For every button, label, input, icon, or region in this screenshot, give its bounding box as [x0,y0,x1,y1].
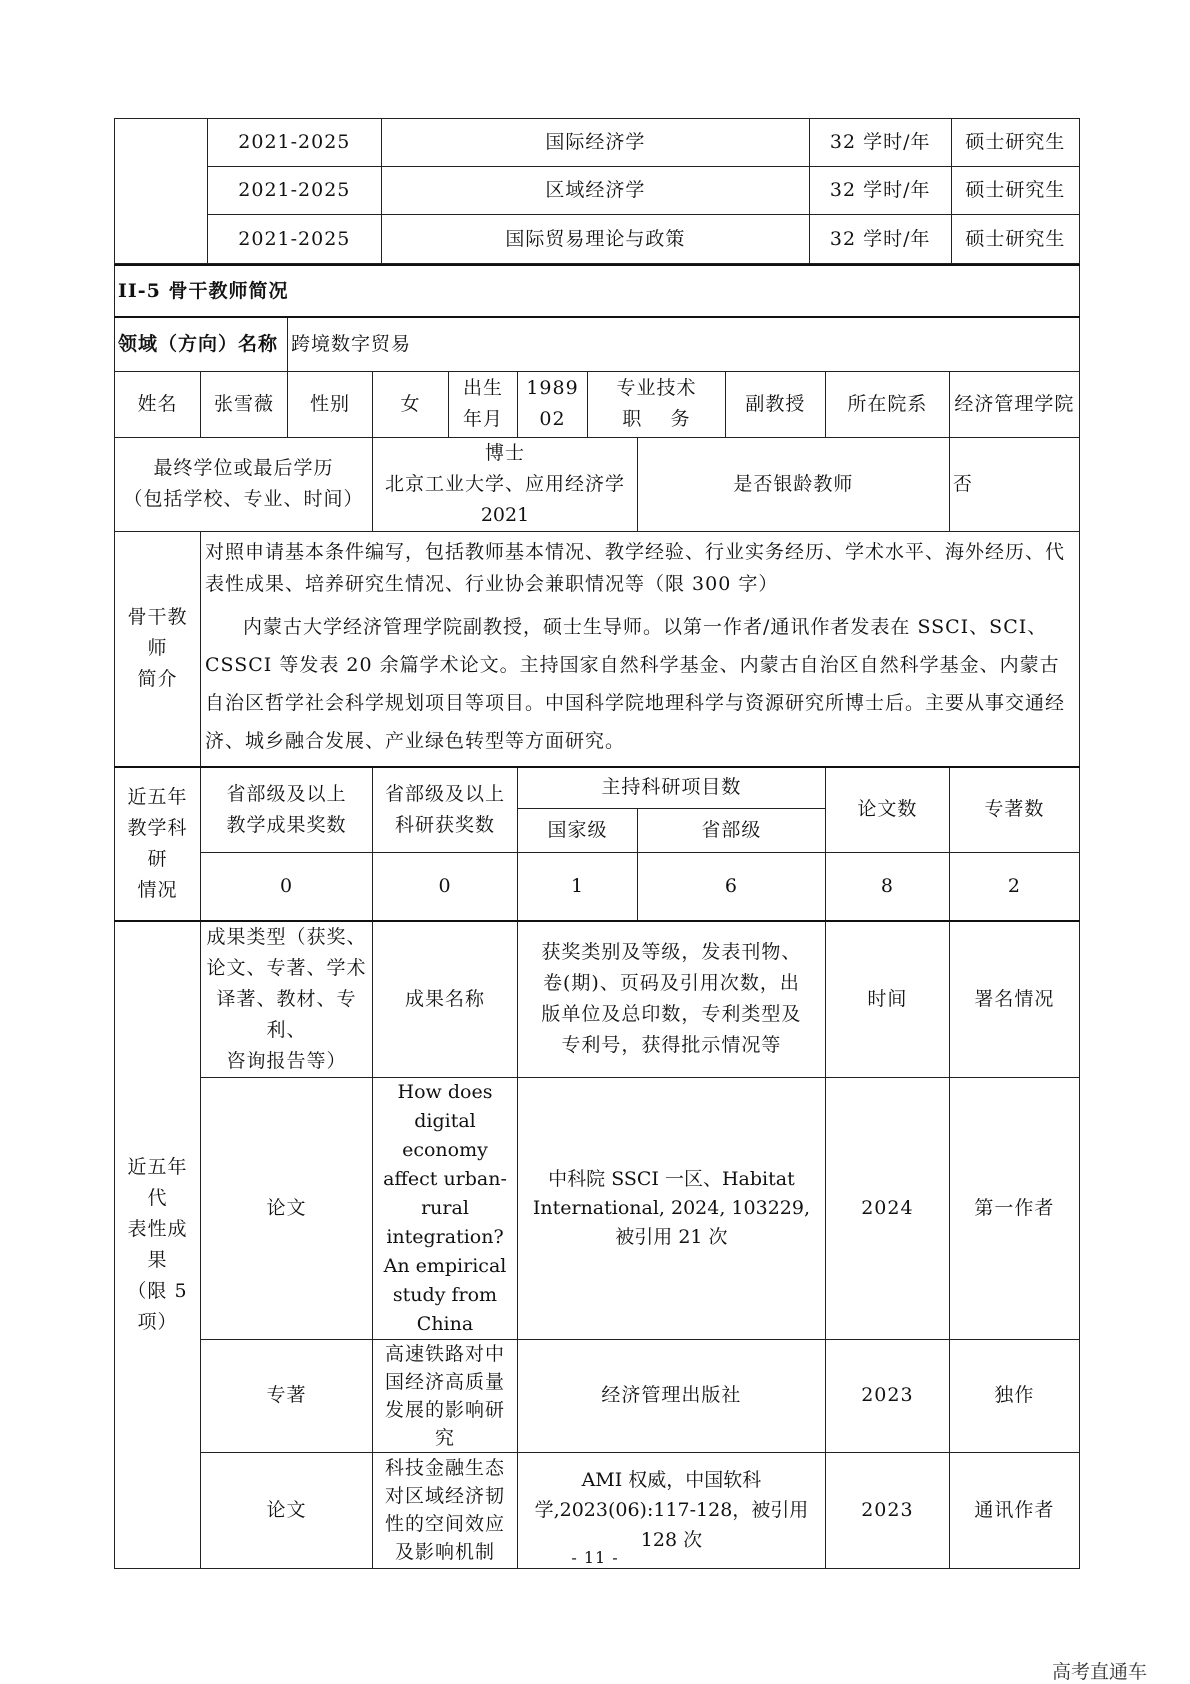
research-header-row [115,767,1080,809]
dept-value: 经济管理学院 [949,371,1079,437]
course-hours: 32 学时/年 [809,215,951,264]
field-row [115,317,1080,371]
papers-count: 8 [825,853,949,921]
course-name: 区域经济学 [382,167,810,215]
course-level: 硕士研究生 [951,167,1079,215]
intro-label-line1: 骨干教师 [127,606,188,659]
achievements-label [115,921,201,1569]
title-label-line1: 专业技术 [616,377,697,399]
research-values-row [115,853,1080,921]
science-award-count: 0 [373,853,518,921]
author-header: 署名情况 [949,921,1079,1078]
achievement-author: 通讯作者 [949,1452,1079,1568]
type-header-line4: 咨询报告等） [226,1049,347,1072]
provincial-projects-count: 6 [638,853,826,921]
birth-year: 1989 [526,377,579,399]
gender-label: 性别 [288,371,373,437]
papers-header: 论文数 [825,767,949,853]
birth-label-line2: 年月 [462,408,503,430]
degree-row [115,437,1080,531]
name-label: 姓名 [115,371,201,437]
research-label-line1: 近五年 [127,785,188,808]
achievement-time: 2023 [825,1452,949,1568]
achievement-author: 独作 [949,1339,1079,1452]
course-level: 硕士研究生 [951,119,1079,167]
table-row [115,167,1080,215]
achievement-author: 第一作者 [949,1077,1079,1339]
achievement-detail: AMI 权威，中国软科学,2023(06):117-128，被引用 128 次 [518,1452,826,1568]
senior-label: 是否银龄教师 [638,437,950,531]
course-table [114,118,1080,264]
books-header: 专著数 [949,767,1079,853]
achievement-detail: 中科院 SSCI 一区、Habitat International, 2024, 103229, 被引用 21 次 [518,1077,826,1339]
degree-line2: 北京工业大学、应用经济学 [384,472,625,495]
course-years: 2021-2025 [207,215,381,264]
section-title: II-5 骨干教师简况 [115,265,1080,317]
intro-text: 内蒙古大学经济管理学院副教授，硕士生导师。以第一作者/通讯作者发表在 SSCI、SCI、CSSCI 等发表 20 余篇学术论文。主持国家自然科学基金、内蒙古自治区自然科学基金、内蒙古自治区哲学社会科学规划项目等项目。中国科学院地理科学与资源研究所博士后。主要从事交通经济、城乡融合发展、产业绿色转型等方面研究。 [205,615,1066,752]
detail-header-line2: 卷(期)、页码及引用次数，出 [543,972,800,994]
teaching-award-header-line2: 教学成果奖数 [226,813,347,836]
field-value: 跨境数字贸易 [288,317,1080,371]
table-row [115,1077,1080,1339]
course-hours: 32 学时/年 [809,119,951,167]
time-header: 时间 [825,921,949,1078]
provincial-projects-header: 省部级 [638,809,826,853]
achievement-name: How does digital economy affect urban-rural integration? An empirical study from China [373,1077,518,1339]
achievement-time: 2024 [825,1077,949,1339]
achievement-name: 科技金融生态对区域经济韧性的空间效应及影响机制 [373,1452,518,1568]
projects-header: 主持科研项目数 [518,767,826,809]
birth-label-line1: 出生 [462,377,503,399]
teaching-award-header-line1: 省部级及以上 [226,782,347,805]
type-header-line3: 译著、教材、专利、 [216,987,357,1041]
course-name: 国际贸易理论与政策 [382,215,810,264]
field-label: 领域（方向）名称 [115,317,288,371]
achievements-header-row [115,921,1080,1078]
research-label-line2: 教学科研 [127,816,188,870]
achievement-name: 高速铁路对中国经济高质量发展的影响研究 [373,1339,518,1452]
course-years: 2021-2025 [207,119,381,167]
course-level: 硕士研究生 [951,215,1079,264]
dept-label: 所在院系 [825,371,949,437]
type-header-line2: 论文、专著、学术 [206,956,367,979]
profile-row [115,371,1080,437]
intro-label [115,531,201,767]
degree-value [373,437,638,531]
teacher-table [114,264,1080,1569]
type-header-line1: 成果类型（获奖、 [206,925,367,948]
section-row [115,265,1080,317]
watermark-text: 高考直通车 [1052,1661,1148,1683]
degree-line3: 2021 [480,503,530,526]
national-projects-count: 1 [518,853,638,921]
birth-label [449,371,518,437]
course-years: 2021-2025 [207,167,381,215]
name-value: 张雪薇 [201,371,288,437]
achievement-type: 论文 [201,1077,373,1339]
type-header [201,921,373,1078]
achievement-type: 论文 [201,1452,373,1568]
name-header: 成果名称 [373,921,518,1078]
table-row [115,119,1080,167]
detail-header-line4: 专利号，获得批示情况等 [561,1034,782,1056]
degree-label-line1: 最终学位或最后学历 [153,457,334,479]
research-label-line3: 情况 [137,878,178,901]
achievements-label-line1: 近五年代 [127,1155,188,1209]
degree-line1: 博士 [484,441,525,464]
detail-header [518,921,826,1078]
science-award-header [373,767,518,853]
gender-value: 女 [373,371,449,437]
achievement-detail: 经济管理出版社 [518,1339,826,1452]
table-row [115,1339,1080,1452]
course-name: 国际经济学 [382,119,810,167]
table-row [115,215,1080,264]
achievement-type: 专著 [201,1339,373,1452]
senior-value: 否 [949,437,1079,531]
title-value: 副教授 [726,371,826,437]
books-count: 2 [949,853,1079,921]
national-projects-header: 国家级 [518,809,638,853]
achievement-time: 2023 [825,1339,949,1452]
detail-header-line3: 版单位及总印数，专利类型及 [541,1003,802,1025]
intro-instruction: 对照申请基本条件编写，包括教师基本情况、教学经验、行业实务经历、学术水平、海外经历、代表性成果、培养研究生情况、行业协会兼职情况等（限 300 字） [205,540,1066,595]
teaching-award-header [201,767,373,853]
achievements-label-line2: 表性成果 [127,1217,188,1271]
intro-row [115,531,1080,767]
detail-header-line1: 获奖类别及等级，发表刊物、 [541,941,802,963]
degree-label-line2: （包括学校、专业、时间） [123,488,364,510]
science-award-header-line1: 省部级及以上 [384,782,505,805]
birth-month: 02 [539,408,566,430]
title-label-line2: 职 务 [622,408,691,430]
research-label [115,767,201,921]
science-award-header-line2: 科研获奖数 [394,813,495,836]
intro-content [201,531,1080,767]
intro-label-line2: 简介 [137,668,178,690]
achievements-label-line3: （限 5 项） [127,1279,188,1333]
birth-value [518,371,588,437]
page-number: - 11 - [571,1548,619,1567]
course-merged-cell [115,119,208,264]
teaching-award-count: 0 [201,853,373,921]
course-hours: 32 学时/年 [809,167,951,215]
title-label [588,371,726,437]
degree-label [115,437,373,531]
